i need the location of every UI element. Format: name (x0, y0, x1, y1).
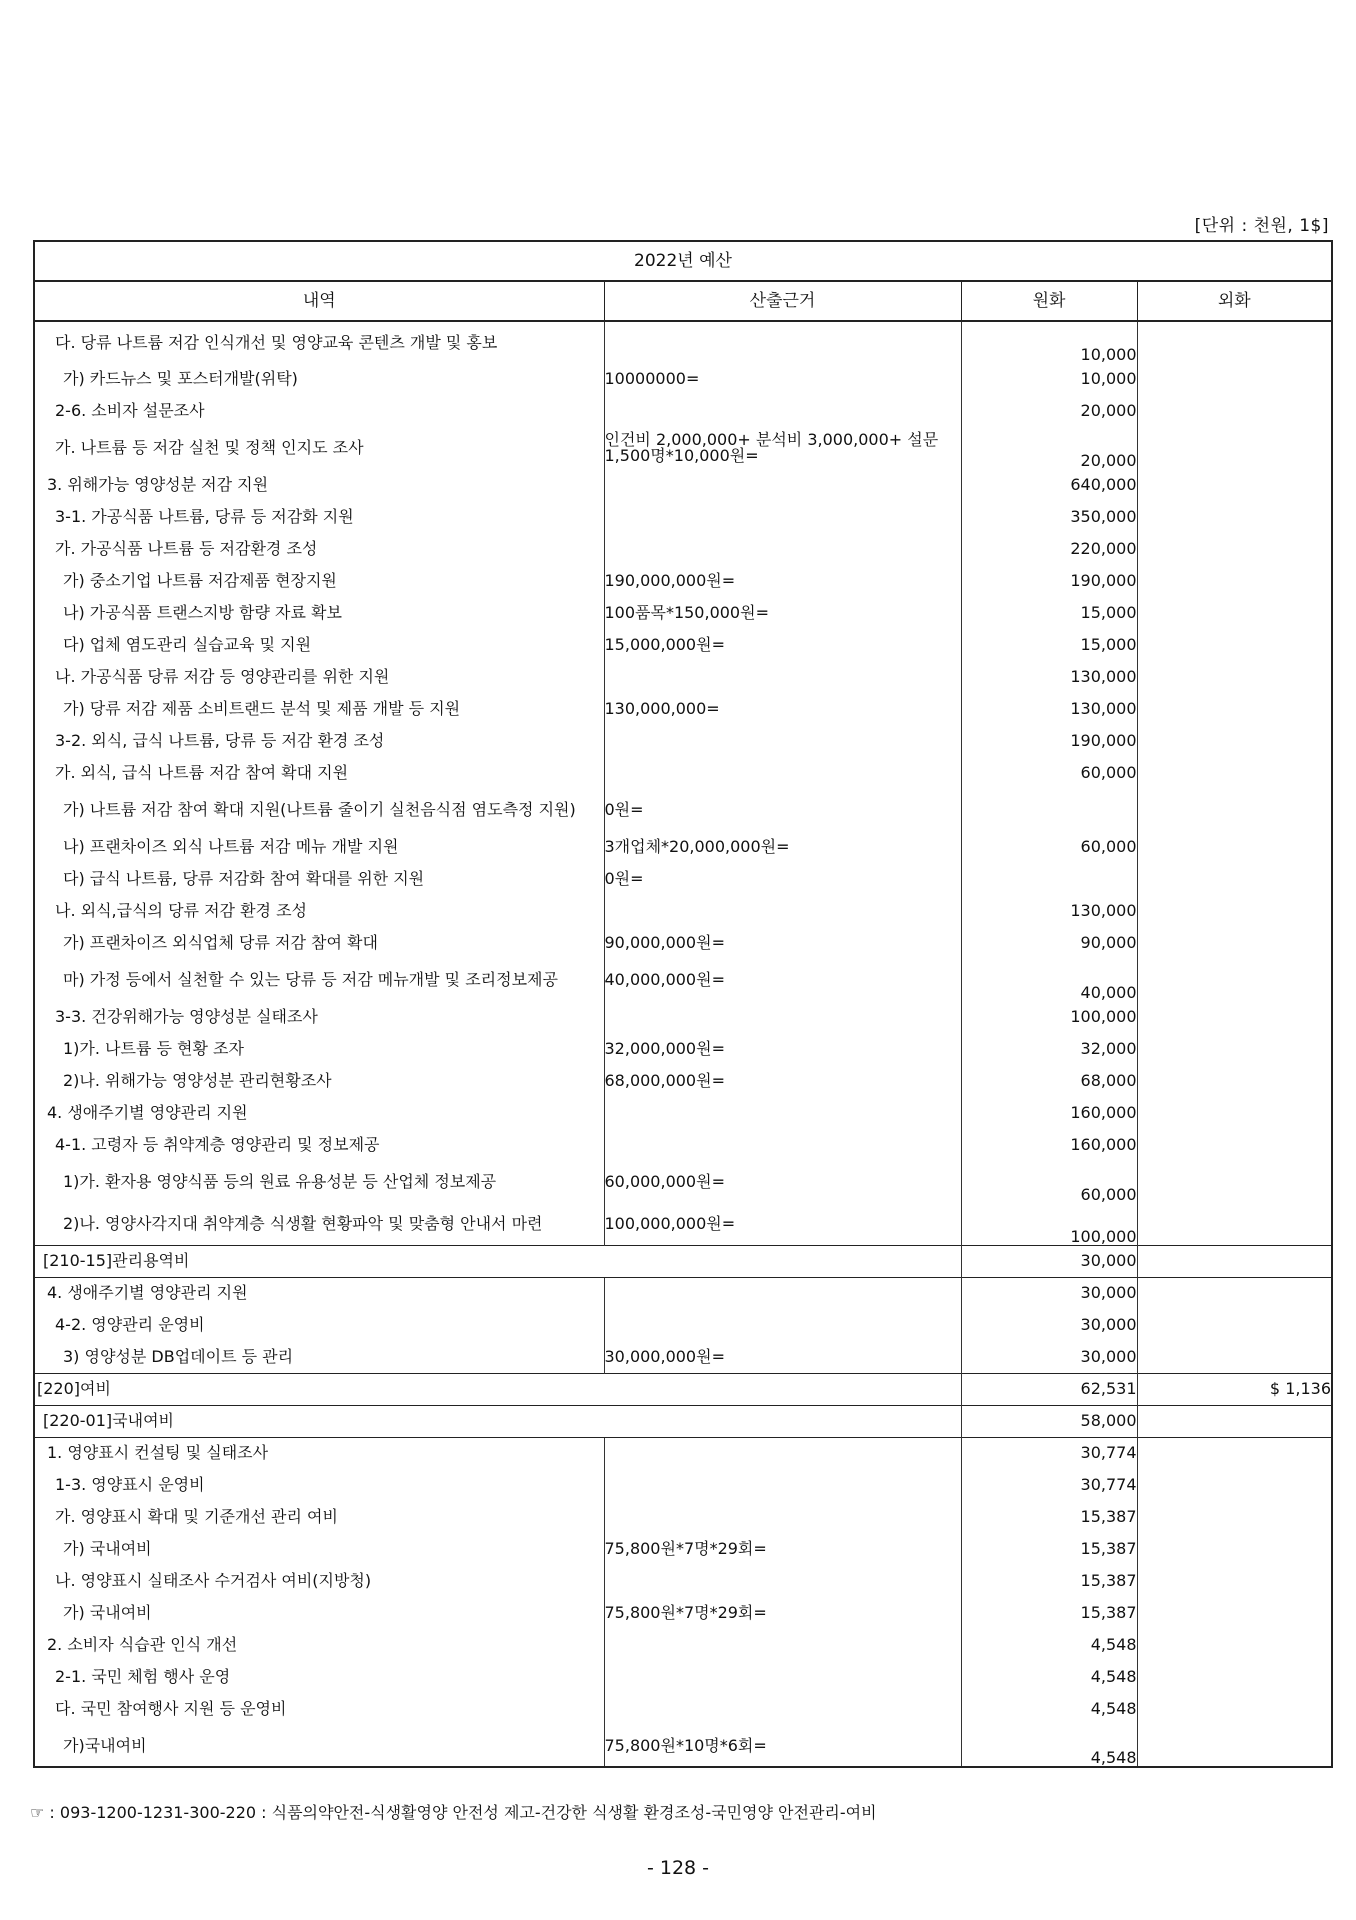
row-fx (1137, 789, 1332, 831)
row-fx (1137, 1203, 1332, 1245)
table-row (34, 321, 1332, 363)
row-basis (604, 1309, 961, 1341)
table-row (34, 1341, 1332, 1373)
table-row (34, 1661, 1332, 1693)
row-item: 나. 외식,급식의 당류 저감 환경 조성 (34, 895, 604, 927)
row-basis: 60,000,000원= (604, 1161, 961, 1203)
table-row (34, 1725, 1332, 1767)
table-row (34, 1533, 1332, 1565)
row-fx (1137, 895, 1332, 927)
row-item: 가)국내여비 (34, 1725, 604, 1767)
row-fx (1137, 1437, 1332, 1469)
row-basis (604, 395, 961, 427)
row-item: 가. 영양표시 확대 및 기준개선 관리 여비 (34, 1501, 604, 1533)
row-basis (604, 469, 961, 501)
row-krw: 15,000 (961, 597, 1137, 629)
unit-label: [단위 : 천원, 1$] (1194, 216, 1329, 236)
row-basis: 0원= (604, 789, 961, 831)
row-krw: 32,000 (961, 1033, 1137, 1065)
row-krw: 10,000 (961, 321, 1137, 363)
row-item: 2)나. 위해가능 영양성분 관리현황조사 (34, 1065, 604, 1097)
row-item: 1)가. 환자용 영양식품 등의 원료 유용성분 등 산업체 정보제공 (34, 1161, 604, 1203)
row-krw: 60,000 (961, 757, 1137, 789)
row-basis (604, 661, 961, 693)
row-fx (1137, 629, 1332, 661)
row-fx (1137, 1065, 1332, 1097)
row-fx (1137, 1341, 1332, 1373)
row-item: 나) 가공식품 트랜스지방 함량 자료 확보 (34, 597, 604, 629)
row-krw: 350,000 (961, 501, 1137, 533)
row-item: [210-15]관리용역비 (34, 1245, 961, 1277)
row-basis: 15,000,000원= (604, 629, 961, 661)
row-item: 2-6. 소비자 설문조사 (34, 395, 604, 427)
row-fx (1137, 1693, 1332, 1725)
table-row (34, 1033, 1332, 1065)
row-basis: 68,000,000원= (604, 1065, 961, 1097)
row-krw: 130,000 (961, 895, 1137, 927)
table-row (34, 1001, 1332, 1033)
row-krw: 4,548 (961, 1629, 1137, 1661)
row-fx (1137, 1309, 1332, 1341)
table-row (34, 725, 1332, 757)
row-krw: 100,000 (961, 1001, 1137, 1033)
row-krw (961, 789, 1137, 831)
row-krw: 40,000 (961, 959, 1137, 1001)
row-item: 4-2. 영양관리 운영비 (34, 1309, 604, 1341)
row-krw: 10,000 (961, 363, 1137, 395)
row-fx (1137, 1033, 1332, 1065)
row-fx (1137, 927, 1332, 959)
row-krw: 100,000 (961, 1203, 1137, 1245)
row-fx (1137, 1661, 1332, 1693)
table-row (34, 1097, 1332, 1129)
column-header-item: 내역 (34, 281, 604, 321)
row-item: 4. 생애주기별 영양관리 지원 (34, 1097, 604, 1129)
row-basis (604, 533, 961, 565)
row-fx (1137, 1597, 1332, 1629)
row-krw: 4,548 (961, 1725, 1137, 1767)
row-item: 3. 위해가능 영양성분 저감 지원 (34, 469, 604, 501)
table-row (34, 789, 1332, 831)
row-krw: 30,774 (961, 1437, 1137, 1469)
row-fx (1137, 427, 1332, 469)
table-row (34, 1693, 1332, 1725)
row-item: 다) 급식 나트륨, 당류 저감화 참여 확대를 위한 지원 (34, 863, 604, 895)
row-basis: 32,000,000원= (604, 1033, 961, 1065)
row-krw: 68,000 (961, 1065, 1137, 1097)
column-header-basis: 산출근거 (604, 281, 961, 321)
row-krw: 4,548 (961, 1693, 1137, 1725)
row-item: 가. 외식, 급식 나트륨 저감 참여 확대 지원 (34, 757, 604, 789)
row-krw: 60,000 (961, 831, 1137, 863)
table-row (34, 1309, 1332, 1341)
row-item: [220]여비 (34, 1373, 961, 1405)
row-basis (604, 1001, 961, 1033)
year-header: 2022년 예산 (34, 241, 1332, 281)
row-krw: 15,387 (961, 1533, 1137, 1565)
row-fx (1137, 565, 1332, 597)
table-row (34, 501, 1332, 533)
row-item: 3-2. 외식, 급식 나트륨, 당류 등 저감 환경 조성 (34, 725, 604, 757)
table-row (34, 363, 1332, 395)
row-krw: 30,000 (961, 1245, 1137, 1277)
row-fx (1137, 395, 1332, 427)
row-fx: $ 1,136 (1137, 1373, 1332, 1405)
row-item: 나. 가공식품 당류 저감 등 영양관리를 위한 지원 (34, 661, 604, 693)
row-fx (1137, 725, 1332, 757)
row-krw (961, 863, 1137, 895)
table-row (34, 565, 1332, 597)
row-fx (1137, 1097, 1332, 1129)
row-basis (604, 757, 961, 789)
row-krw: 58,000 (961, 1405, 1137, 1437)
row-krw: 190,000 (961, 725, 1137, 757)
row-krw: 15,000 (961, 629, 1137, 661)
row-krw: 15,387 (961, 1597, 1137, 1629)
row-item: 가) 중소기업 나트륨 저감제품 현장지원 (34, 565, 604, 597)
column-header-fx: 외화 (1137, 281, 1332, 321)
row-fx (1137, 469, 1332, 501)
row-item: 가) 프랜차이즈 외식업체 당류 저감 참여 확대 (34, 927, 604, 959)
row-item: 마) 가정 등에서 실천할 수 있는 당류 등 저감 메뉴개발 및 조리정보제공 (34, 959, 604, 1001)
row-item: 가) 나트륨 저감 참여 확대 지원(나트륨 줄이기 실천음식점 염도측정 지원) (34, 789, 604, 831)
row-item: 2. 소비자 식습관 인식 개선 (34, 1629, 604, 1661)
row-krw: 160,000 (961, 1097, 1137, 1129)
row-basis (604, 1097, 961, 1129)
row-item: 2)나. 영양사각지대 취약계층 식생활 현황파악 및 맞춤형 안내서 마련 (34, 1203, 604, 1245)
row-item: 가. 나트륨 등 저감 실천 및 정책 인지도 조사 (34, 427, 604, 469)
table-row (34, 427, 1332, 469)
table-row (34, 895, 1332, 927)
row-krw: 20,000 (961, 395, 1137, 427)
row-basis: 130,000,000= (604, 693, 961, 725)
row-item: 3) 영양성분 DB업데이트 등 관리 (34, 1341, 604, 1373)
table-row (34, 1469, 1332, 1501)
row-item: 3-1. 가공식품 나트륨, 당류 등 저감화 지원 (34, 501, 604, 533)
row-fx (1137, 1001, 1332, 1033)
row-fx (1137, 863, 1332, 895)
row-basis (604, 1661, 961, 1693)
row-basis: 190,000,000원= (604, 565, 961, 597)
table-row (34, 959, 1332, 1001)
row-fx (1137, 1725, 1332, 1767)
row-item: 1)가. 나트륨 등 현황 조자 (34, 1033, 604, 1065)
row-basis (604, 725, 961, 757)
table-row (34, 1501, 1332, 1533)
row-fx (1137, 533, 1332, 565)
row-krw: 60,000 (961, 1161, 1137, 1203)
row-item: 3-3. 건강위해가능 영양성분 실태조사 (34, 1001, 604, 1033)
row-krw: 4,548 (961, 1661, 1137, 1693)
table-row (34, 629, 1332, 661)
row-basis: 100,000,000원= (604, 1203, 961, 1245)
table-row (34, 1565, 1332, 1597)
row-basis: 0원= (604, 863, 961, 895)
row-item: 가) 국내여비 (34, 1597, 604, 1629)
table-row (34, 661, 1332, 693)
row-krw: 30,000 (961, 1341, 1137, 1373)
row-basis (604, 1129, 961, 1161)
row-item: 4-1. 고령자 등 취약계층 영양관리 및 정보제공 (34, 1129, 604, 1161)
row-item: 가) 국내여비 (34, 1533, 604, 1565)
row-krw: 30,000 (961, 1277, 1137, 1309)
table-row (34, 1203, 1332, 1245)
table-row (34, 1129, 1332, 1161)
row-basis (604, 1469, 961, 1501)
row-krw: 160,000 (961, 1129, 1137, 1161)
row-krw: 30,774 (961, 1469, 1137, 1501)
column-header-krw: 원화 (961, 281, 1137, 321)
row-fx (1137, 501, 1332, 533)
row-basis: 90,000,000원= (604, 927, 961, 959)
row-krw: 130,000 (961, 693, 1137, 725)
row-item: 나. 영양표시 실태조사 수거검사 여비(지방청) (34, 1565, 604, 1597)
table-row (34, 1629, 1332, 1661)
table-row (34, 1245, 1332, 1277)
row-krw: 20,000 (961, 427, 1137, 469)
row-basis (604, 1629, 961, 1661)
row-fx (1137, 363, 1332, 395)
table-row (34, 533, 1332, 565)
table-row (34, 1437, 1332, 1469)
row-basis: 75,800원*7명*29회= (604, 1597, 961, 1629)
table-row (34, 1597, 1332, 1629)
row-item: 가) 당류 저감 제품 소비트랜드 분석 및 제품 개발 등 지원 (34, 693, 604, 725)
row-basis: 75,800원*7명*29회= (604, 1533, 961, 1565)
row-krw: 15,387 (961, 1501, 1137, 1533)
row-item: 다. 국민 참여행사 지원 등 운영비 (34, 1693, 604, 1725)
row-basis: 10000000= (604, 363, 961, 395)
row-basis (604, 1277, 961, 1309)
row-fx (1137, 1565, 1332, 1597)
table-row (34, 395, 1332, 427)
table-row (34, 1373, 1332, 1405)
row-fx (1137, 831, 1332, 863)
table-row (34, 693, 1332, 725)
row-basis: 75,800원*10명*6회= (604, 1725, 961, 1767)
row-basis: 100품목*150,000원= (604, 597, 961, 629)
row-basis (604, 1501, 961, 1533)
row-item: 다) 업체 염도관리 실습교육 및 지원 (34, 629, 604, 661)
row-basis (604, 501, 961, 533)
table-row (34, 597, 1332, 629)
row-krw: 30,000 (961, 1309, 1137, 1341)
row-fx (1137, 1629, 1332, 1661)
row-basis: 인건비 2,000,000+ 분석비 3,000,000+ 설문 1,500명*10,000원= (604, 427, 961, 469)
row-fx (1137, 959, 1332, 1001)
row-item: 가) 카드뉴스 및 포스터개발(위탁) (34, 363, 604, 395)
row-fx (1137, 1161, 1332, 1203)
row-basis (604, 1693, 961, 1725)
row-krw: 190,000 (961, 565, 1137, 597)
table-row (34, 469, 1332, 501)
row-krw: 90,000 (961, 927, 1137, 959)
row-basis (604, 1437, 961, 1469)
row-basis (604, 321, 961, 363)
table-row (34, 1161, 1332, 1203)
row-basis (604, 895, 961, 927)
table-row (34, 1065, 1332, 1097)
row-basis: 30,000,000원= (604, 1341, 961, 1373)
row-krw: 15,387 (961, 1565, 1137, 1597)
row-item: 1. 영양표시 컨설팅 및 실태조사 (34, 1437, 604, 1469)
row-krw: 640,000 (961, 469, 1137, 501)
row-fx (1137, 693, 1332, 725)
row-item: 나) 프랜차이즈 외식 나트륨 저감 메뉴 개발 지원 (34, 831, 604, 863)
row-krw: 130,000 (961, 661, 1137, 693)
row-basis: 3개업체*20,000,000원= (604, 831, 961, 863)
row-fx (1137, 1469, 1332, 1501)
row-fx (1137, 597, 1332, 629)
row-fx (1137, 1405, 1332, 1437)
table-row (34, 757, 1332, 789)
table-row (34, 831, 1332, 863)
row-fx (1137, 1245, 1332, 1277)
budget-table (33, 240, 1333, 1768)
row-item: 1-3. 영양표시 운영비 (34, 1469, 604, 1501)
row-fx (1137, 1501, 1332, 1533)
row-item: [220-01]국내여비 (34, 1405, 961, 1437)
row-krw: 62,531 (961, 1373, 1137, 1405)
row-fx (1137, 321, 1332, 363)
row-fx (1137, 1277, 1332, 1309)
table-row (34, 1405, 1332, 1437)
footnote: ☞ : 093-1200-1231-300-220 : 식품의약안전-식생활영양 안전성 제고-건강한 식생활 환경조성-국민영양 안전관리-여비 (30, 1803, 877, 1822)
row-fx (1137, 1533, 1332, 1565)
row-krw: 220,000 (961, 533, 1137, 565)
row-item: 4. 생애주기별 영양관리 지원 (34, 1277, 604, 1309)
row-item: 2-1. 국민 체험 행사 운영 (34, 1661, 604, 1693)
row-basis: 40,000,000원= (604, 959, 961, 1001)
table-row (34, 927, 1332, 959)
row-item: 가. 가공식품 나트륨 등 저감환경 조성 (34, 533, 604, 565)
row-item: 다. 당류 나트륨 저감 인식개선 및 영양교육 콘텐츠 개발 및 홍보 (34, 321, 604, 363)
row-basis (604, 1565, 961, 1597)
row-fx (1137, 661, 1332, 693)
page-number: - 128 - (646, 1857, 710, 1879)
table-row (34, 863, 1332, 895)
table-row (34, 1277, 1332, 1309)
row-fx (1137, 1129, 1332, 1161)
row-fx (1137, 757, 1332, 789)
